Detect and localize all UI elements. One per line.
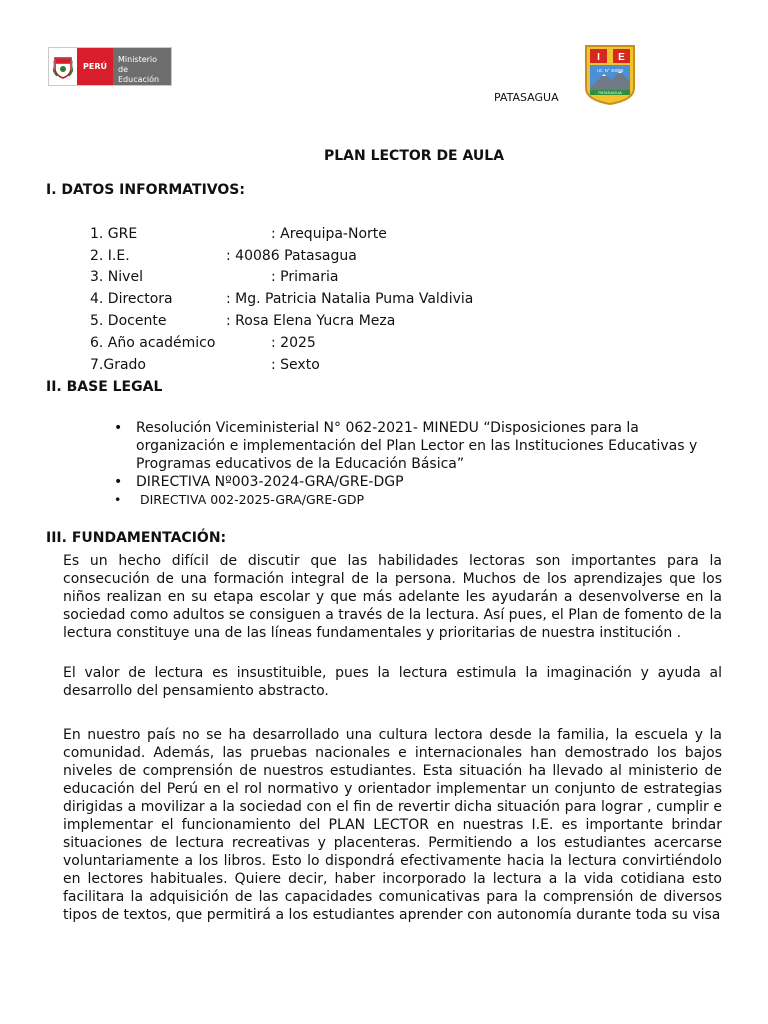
ministry-label	[113, 48, 171, 85]
legal-item: • Resolución Viceministerial N° 062-2021- MINEDU “Disposiciones para la organización e implementación del Plan Lector en las Instituciones Educativas y Programas educativos de la Educación Básica”	[114, 419, 714, 473]
minedu-logo	[48, 47, 172, 86]
svg-text:E: E	[618, 52, 625, 63]
school-name-label: PATASAGUA	[494, 91, 559, 104]
info-value: : Sexto	[271, 357, 320, 373]
section-heading-base-legal: II. BASE LEGAL	[46, 379, 163, 395]
legal-item: • DIRECTIVA 002-2025-GRA/GRE-GDP	[114, 491, 714, 509]
svg-text:I: I	[597, 52, 600, 63]
info-label: 6. Año académico	[90, 335, 216, 351]
ministry-line-2: de Educación	[118, 65, 160, 84]
info-label: 5. Docente	[90, 313, 167, 329]
info-value: : 40086 Patasagua	[226, 248, 357, 264]
legal-list	[114, 419, 714, 509]
peru-shield-icon	[49, 48, 77, 85]
legal-item: • DIRECTIVA Nº003-2024-GRA/GRE-DGP	[114, 473, 714, 491]
info-value: : Rosa Elena Yucra Meza	[226, 313, 396, 329]
section-heading-fundamentacion: III. FUNDAMENTACIÓN:	[46, 530, 227, 546]
ministry-line-1: Ministerio	[118, 55, 158, 64]
info-value: : Mg. Patricia Natalia Puma Valdivia	[226, 291, 474, 307]
info-label: 4. Directora	[90, 291, 173, 307]
svg-text:I.E. N° 40086: I.E. N° 40086	[596, 68, 624, 73]
paragraph: El valor de lectura es insustituible, pues la lectura estimula la imaginación y ayuda al desarrollo del pensamiento abstracto.	[63, 665, 722, 699]
info-value: : 2025	[271, 335, 316, 351]
school-badge-icon	[584, 44, 636, 106]
paragraph: Es un hecho difícil de discutir que las habilidades lectoras son importantes para la consecución de una formación integral de la persona. Muchos de los aprendizajes que los niños realizan en su etapa escolar y que más adelante les ayudarán a desenvolverse en la sociedad como adultos se consiguen a través de la lectura. Así pues, el Plan de fomento de la lectura constituye una de las líneas fundamentales y prioritarias de nuestra institución .	[63, 553, 722, 641]
document-title: PLAN LECTOR DE AULA	[323, 148, 505, 164]
info-label: 3. Nivel	[90, 269, 143, 285]
info-value: : Primaria	[271, 269, 339, 285]
info-label: 1. GRE	[90, 226, 138, 242]
section-heading-datos: I. DATOS INFORMATIVOS:	[46, 182, 245, 198]
info-value: : Arequipa-Norte	[271, 226, 387, 242]
info-label: 2. I.E.	[90, 248, 130, 264]
svg-text:PATASAGUA: PATASAGUA	[598, 89, 622, 95]
info-label: 7.Grado	[90, 357, 146, 373]
paragraph: En nuestro país no se ha desarrollado una cultura lectora desde la familia, la escuela y la comunidad. Además, las pruebas nacionales e internacionales han demostrado los bajos niveles de comprensión de nuestros estudiantes. Esta situación ha llevado al ministerio de educación del Perú en el rol normativo y orientador implementar un conjunto de estrategias dirigidas a movilizar a la sociedad con el fin de revertir dicha situación para lograr , cumplir e implementar el funcionamiento del PLAN LECTOR en nuestras I.E. es importante brindar situaciones de lectura recreativas y placenteras. Permitiendo a los estudiantes acercarse voluntariamente a los libros. Esto lo dispondrá efectivamente hacia la lectura convirtiéndolo en lectores habituales. Quiere decir, haber incorporado la lectura a la vida cotidiana esto facilitara la adquisición de las capacidades comunicativas para la comprensión de diversos tipos de textos, que permitirá a los estudiantes aprender con autonomía durante toda su visa	[63, 727, 722, 923]
peru-label: PERÚ	[77, 48, 113, 85]
